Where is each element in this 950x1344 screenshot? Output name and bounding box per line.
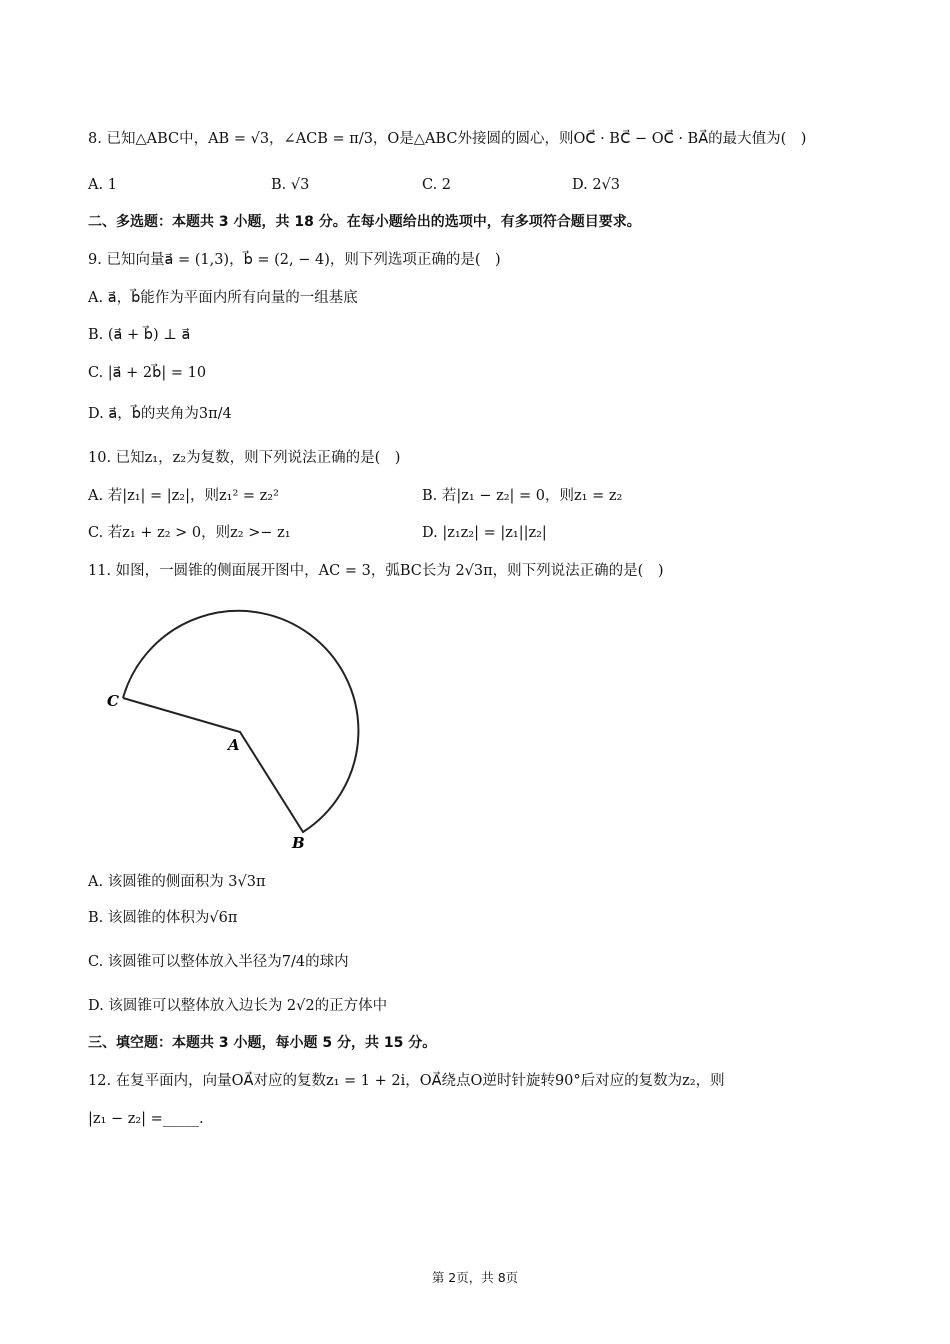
cone-lateral-development-figure (95, 605, 370, 855)
q9-option-a: A. a⃗，b⃗能作为平面内所有向量的一组基底 (88, 290, 358, 306)
q9-stem: 9. 已知向量a⃗ = (1,3)，b⃗ = (2, − 4)，则下列选项正确的是( ) (88, 252, 501, 268)
q11-option-a: A. 该圆锥的侧面积为 3√3π (88, 874, 266, 890)
q8-option-a: A. 1 (88, 177, 117, 193)
q9-option-d: D. a⃗，b⃗的夹角为3π/4 (88, 406, 232, 422)
q12-line1: 12. 在复平面内，向量OA⃗对应的复数z₁ = 1 + 2i，OA⃗绕点O逆时针旋转90°后对应的复数为z₂，则 (88, 1073, 725, 1089)
section-heading-multi-choice: 二、多选题：本题共 3 小题，共 18 分。在每小题给出的选项中，有多项符合题目要求。 (88, 214, 641, 230)
page-footer: 第 2页，共 8页 (431, 1270, 519, 1285)
q12-line2: |z₁ − z₂| =_____. (88, 1111, 204, 1127)
label-b: B (292, 834, 305, 852)
label-a: A (228, 736, 240, 754)
q8-option-c: C. 2 (422, 177, 452, 193)
q10-stem: 10. 已知z₁，z₂为复数，则下列说法正确的是( ) (88, 450, 401, 466)
sector-outline (123, 611, 358, 832)
q10-option-c: C. 若z₁ + z₂ > 0，则z₂ >− z₁ (88, 525, 291, 541)
q10-option-b: B. 若|z₁ − z₂| = 0，则z₁ = z₂ (422, 488, 623, 504)
q8-stem: 8. 已知△ABC中，AB = √3，∠ACB = π/3，O是△ABC外接圆的圆心，则OC⃗ · BC⃗ − OC⃗ · BA⃗的最大值为( ) (88, 131, 807, 147)
q8-option-b: B. √3 (271, 177, 310, 193)
label-c: C (107, 692, 119, 710)
q9-option-b: B. (a⃗ + b⃗) ⊥ a⃗ (88, 327, 191, 343)
q11-stem: 11. 如图，一圆锥的侧面展开图中，AC = 3，弧BC长为 2√3π，则下列说法正确的是( ) (88, 563, 664, 579)
q9-option-c: C. |a⃗ + 2b⃗| = 10 (88, 365, 207, 381)
q11-option-c: C. 该圆锥可以整体放入半径为7/4的球内 (88, 954, 349, 970)
q10-option-a: A. 若|z₁| = |z₂|，则z₁² = z₂² (88, 488, 279, 504)
section-heading-fill-blank: 三、填空题：本题共 3 小题，每小题 5 分，共 15 分。 (88, 1035, 437, 1051)
q10-option-d: D. |z₁z₂| = |z₁||z₂| (422, 525, 547, 541)
q11-option-b: B. 该圆锥的体积为√6π (88, 910, 238, 926)
sector-diagram (95, 605, 370, 855)
q8-option-d: D. 2√3 (572, 177, 621, 193)
q11-option-d: D. 该圆锥可以整体放入边长为 2√2的正方体中 (88, 998, 388, 1014)
